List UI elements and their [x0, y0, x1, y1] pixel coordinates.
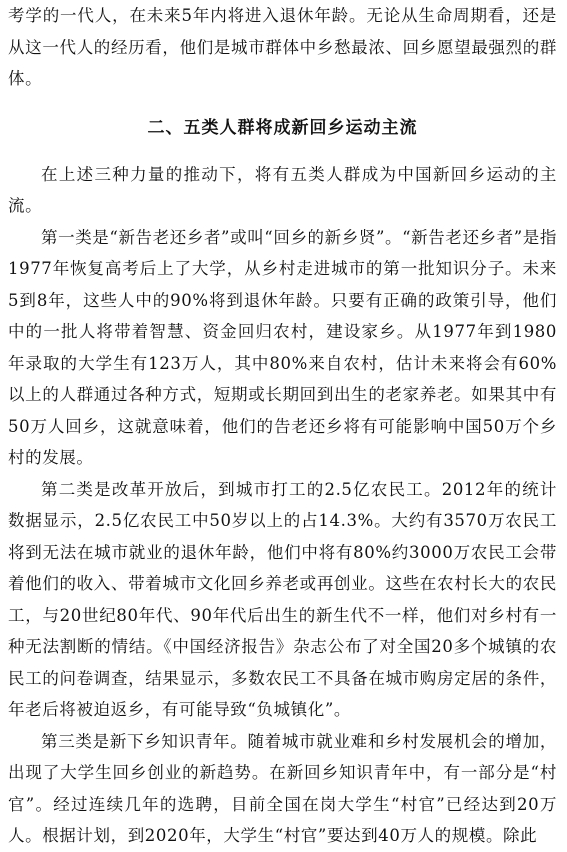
document-page — [8, 0, 557, 852]
paragraph-intro: 在上述三种力量的推动下，将有五类人群成为中国新回乡运动的主流。 — [8, 164, 557, 215]
paragraph-second-category: 第二类是改革开放后，到城市打工的2.5亿农民工。2012年的统计数据显示，2.5亿农民工中50岁以上的占14.3%。大约有3570万农民工将到无法在城市就业的退休年龄，他们中将有80%约3000万农民工会带着他们的收入、带着城市文化回乡养老或再创业。这些在农村长大的农民工，与20世纪80年代、90年代后出生的新生代不一样，他们对乡村有一种无法割断的情结。《中国经济报告》杂志公布了对全国20多个城镇的农民工的问卷调查，结果显示，多数农民工不具备在城市购房定居的条件，年老后将被迫返乡，有可能导致“负城镇化”。 — [8, 479, 557, 719]
section-heading: 二、五类人群将成新回乡运动主流 — [147, 117, 418, 138]
opening-paragraph: 考学的一代人，在未来5年内将进入退休年龄。无论从生命周期看，还是从这一代人的经历看，他们是城市群体中乡愁最浓、回乡愿望最强烈的群体。 — [8, 6, 557, 88]
paragraph-first-category: 第一类是“新告老还乡者”或叫“回乡的新乡贤”。“新告老还乡者”是指1977年恢复高考后上了大学，从乡村走进城市的第一批知识分子。未来5到8年，这些人中的90%将到退休年龄。只要有正确的政策引导，他们中的一批人将带着智慧、资金回归农村，建设家乡。从1977年到1980年录取的大学生有123万人，其中80%来自农村，估计未来将会有60%以上的人群通过各种方式，短期或长期回到出生的老家养老。如果其中有50万人回乡，这就意味着，他们的告老还乡将有可能影响中国50万个乡村的发展。 — [8, 227, 557, 467]
paragraph-third-category: 第三类是新下乡知识青年。随着城市就业难和乡村发展机会的增加，出现了大学生回乡创业的新趋势。在新回乡知识青年中，有一部分是“村官”。经过连续几年的选聘，目前全国在岗大学生“村官”已经达到20万人。根据计划，到2020年，大学生“村官”要达到40万人的规模。除此 — [8, 731, 557, 845]
